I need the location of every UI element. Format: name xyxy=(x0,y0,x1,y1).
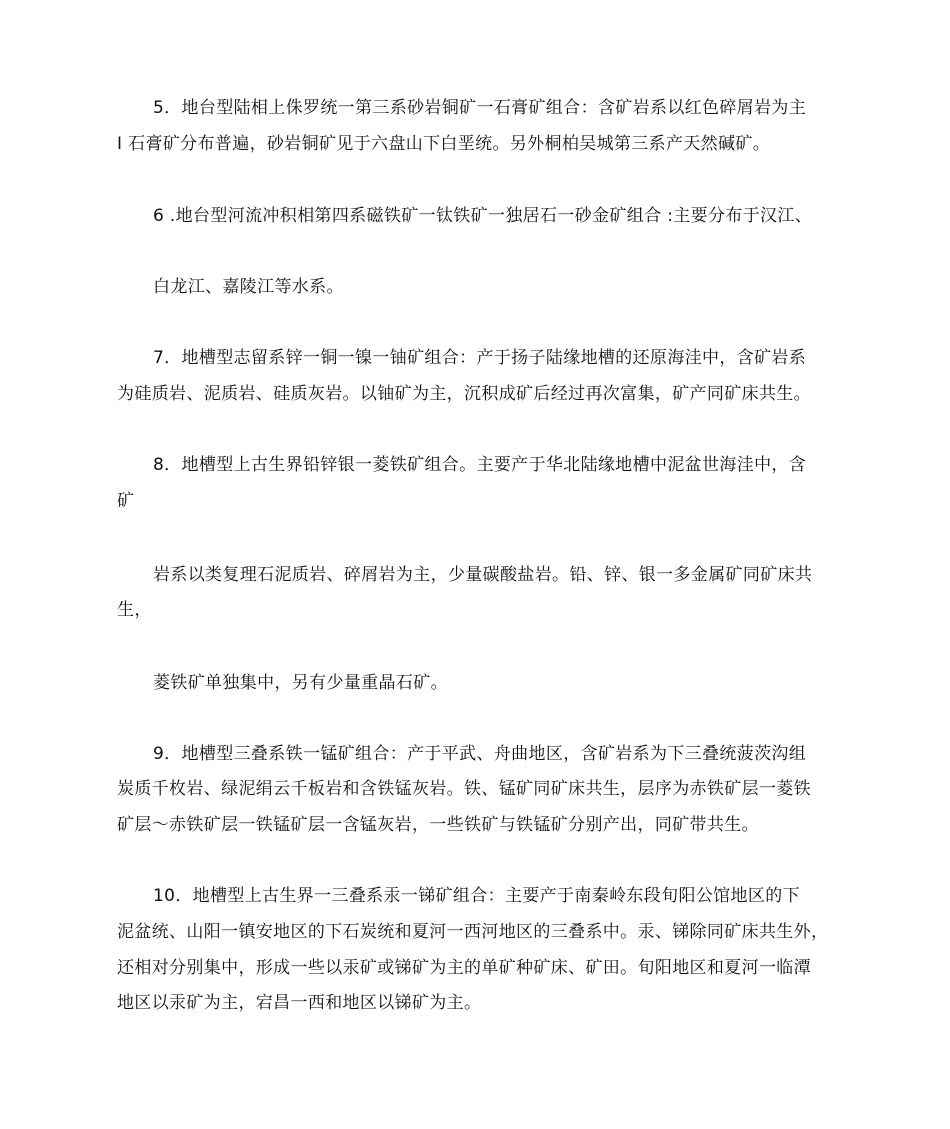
paragraph-6-line-2: 白龙江、嘉陵江等水系。 xyxy=(153,277,344,297)
paragraph-9-line-3: 矿层～赤铁矿层一铁锰矿层一含锰灰岩，一些铁矿与铁锰矿分别产出，同矿带共生。 xyxy=(117,815,759,835)
paragraph-10-line-2: 泥盆统、山阳一镇安地区的下石炭统和夏河一西河地区的三叠系中。汞、锑除同矿床共生外， xyxy=(117,922,829,942)
paragraph-10-line-4: 地区以汞矿为主，宕昌一西和地区以锑矿为主。 xyxy=(117,993,482,1013)
paragraph-8-line-2: 矿 xyxy=(117,491,135,511)
paragraph-7-line-1: 7．地槽型志留系锌一铜一镍一铀矿组合：产于扬子陆缘地槽的还原海洼中，含矿岩系 xyxy=(153,348,807,368)
paragraph-9-line-2: 炭质千枚岩、绿泥绢云千板岩和含铁锰灰岩。铁、锰矿同矿床共生，层序为赤铁矿层一菱铁 xyxy=(117,779,811,799)
paragraph-10-line-3: 还相对分别集中，形成一些以汞矿或锑矿为主的单矿种矿床、矿田。旬阳地区和夏河一临潭 xyxy=(117,958,811,978)
paragraph-5-line-2: I 石膏矿分布普遍，砂岩铜矿见于六盘山下白垩统。另外桐柏吴城第三系产天然碱矿。 xyxy=(117,134,771,154)
paragraph-6-line-1: 6 .地台型河流冲积相第四系磁铁矿一钛铁矿一独居石一砂金矿组合 :主要分布于汉江、 xyxy=(153,206,813,226)
paragraph-10-line-1: 10．地槽型上古生界一三叠系汞一锑矿组合：主要产于南秦岭东段旬阳公馆地区的下 xyxy=(153,886,800,906)
paragraph-7-line-2: 为硅质岩、泥质岩、硅质灰岩。以铀矿为主，沉积成矿后经过再次富集，矿产同矿床共生。 xyxy=(117,384,811,404)
paragraph-9-line-1: 9．地槽型三叠系铁一锰矿组合：产于平武、舟曲地区，含矿岩系为下三叠统菠茨沟组 xyxy=(153,744,807,764)
paragraph-8-line-5: 菱铁矿单独集中，另有少量重晶石矿。 xyxy=(153,673,448,693)
paragraph-5-line-1: 5．地台型陆相上侏罗统一第三系砂岩铜矿一石膏矿组合：含矿岩系以红色碎屑岩为主 xyxy=(153,98,807,118)
paragraph-8-line-1: 8．地槽型上古生界铅锌银一菱铁矿组合。主要产于华北陆缘地槽中泥盆世海洼中，含 xyxy=(153,455,807,475)
paragraph-8-line-4: 生， xyxy=(117,600,152,620)
paragraph-8-line-3: 岩系以类复理石泥质岩、碎屑岩为主，少量碳酸盐岩。铅、锌、银一多金属矿同矿床共 xyxy=(153,565,813,585)
